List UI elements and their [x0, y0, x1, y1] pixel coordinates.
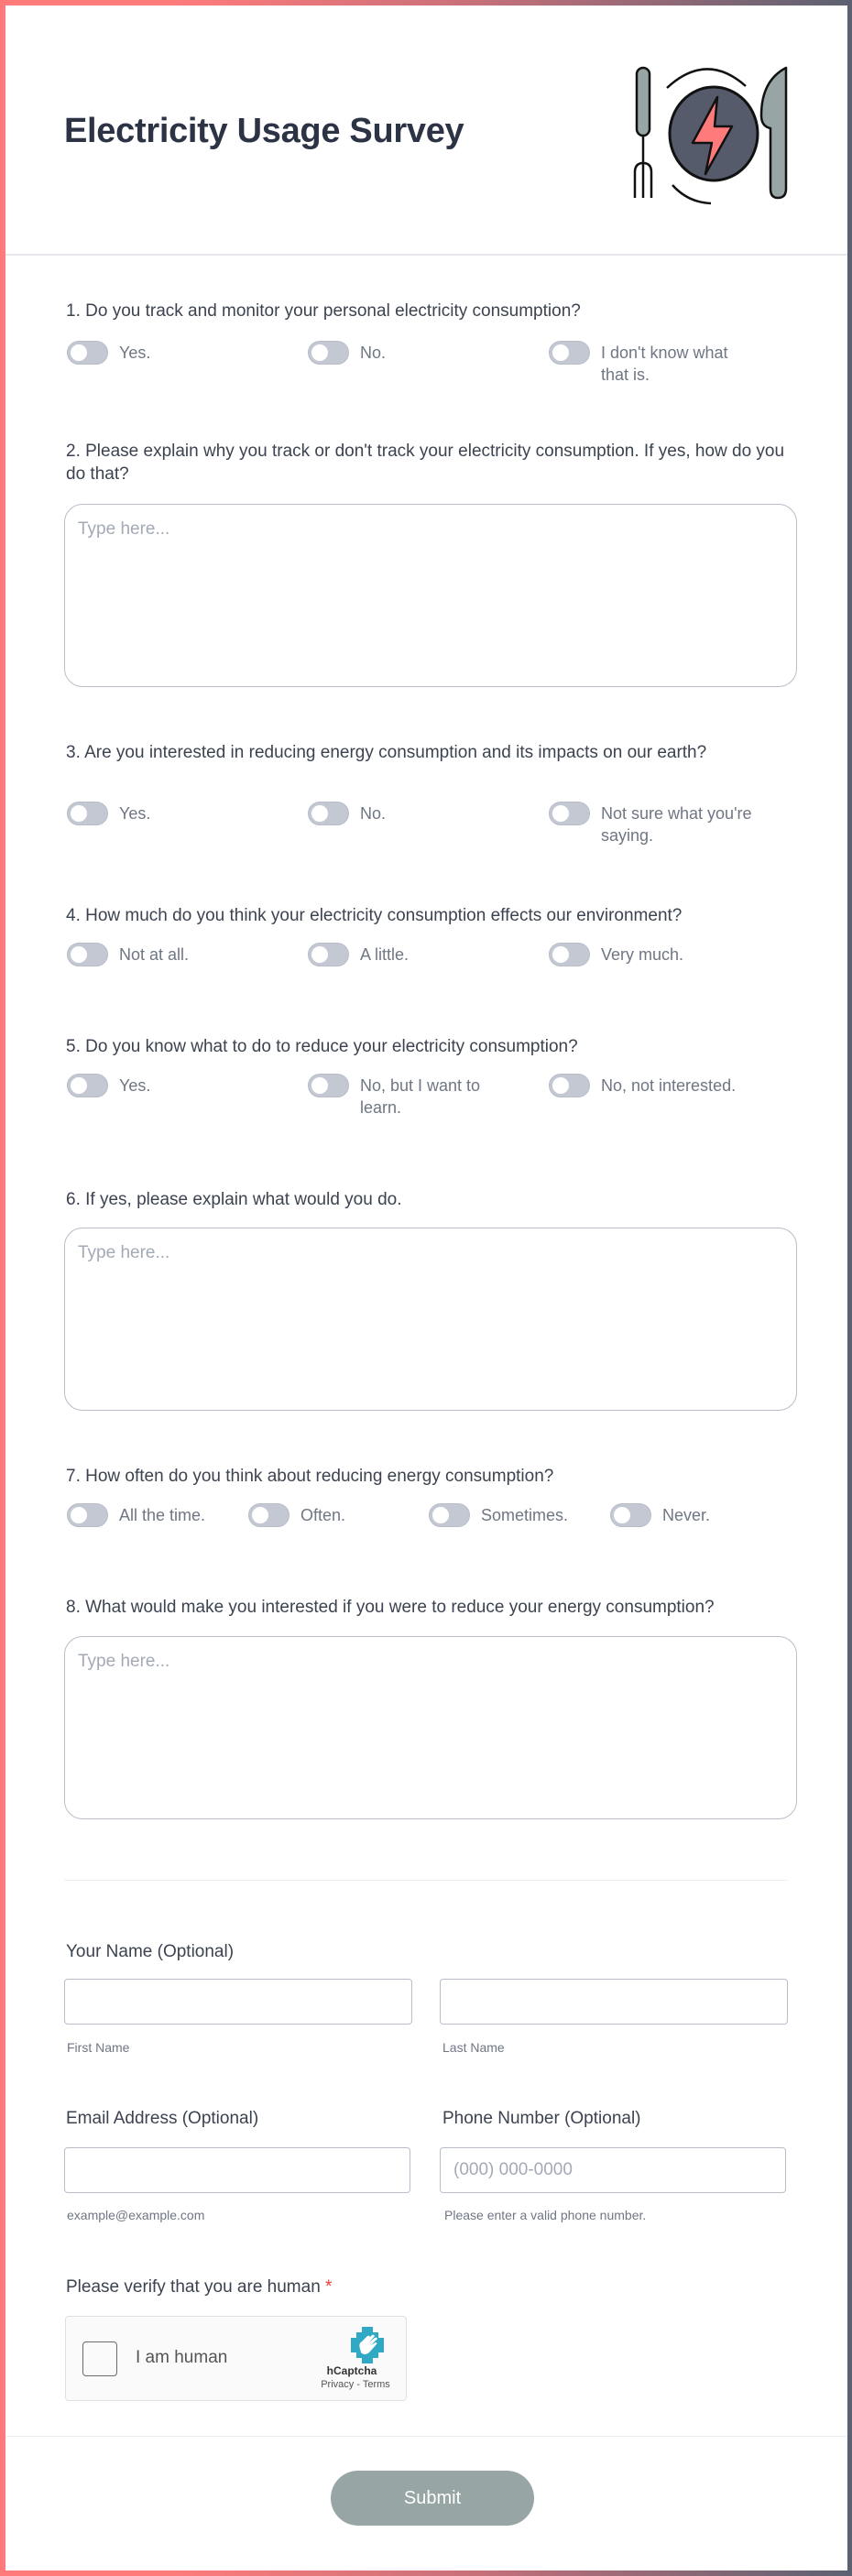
toggle-switch[interactable] — [67, 943, 108, 966]
form-card — [5, 5, 847, 2571]
toggle-switch[interactable] — [308, 341, 349, 365]
question-6-textarea[interactable] — [64, 1228, 797, 1411]
last-name-input[interactable] — [440, 1979, 788, 2025]
captcha-label: Please verify that you are human * — [66, 2277, 333, 2297]
q1-option-yes[interactable]: Yes. — [67, 341, 275, 365]
toggle-switch[interactable] — [67, 341, 108, 365]
q1-option-no[interactable]: No. — [308, 341, 516, 365]
toggle-switch[interactable] — [549, 802, 590, 825]
question-7-label: 7. How often do you think about reducing energy consumption? — [66, 1467, 554, 1486]
toggle-switch[interactable] — [308, 1074, 349, 1097]
email-label: Email Address (Optional) — [66, 2109, 259, 2128]
q4-option-very-much[interactable]: Very much. — [549, 943, 757, 966]
toggle-switch[interactable] — [67, 1074, 108, 1097]
q7-option-never[interactable]: Never. — [610, 1503, 781, 1527]
section-divider — [64, 1880, 788, 1881]
toggle-switch[interactable] — [67, 1503, 108, 1527]
email-sublabel: example@example.com — [67, 2208, 205, 2222]
q7-option-all-the-time[interactable]: All the time. — [67, 1503, 238, 1527]
question-1-label: 1. Do you track and monitor your personal electricity consumption? — [66, 301, 581, 321]
plate-lightning-cutlery-icon — [628, 60, 793, 207]
question-2-label: 2. Please explain why you track or don't track your electricity consumption. If yes, how do you do that? — [66, 442, 785, 484]
phone-input[interactable] — [440, 2147, 786, 2193]
hcaptcha-widget — [65, 2316, 407, 2401]
q7-option-sometimes[interactable]: Sometimes. — [429, 1503, 600, 1527]
phone-label: Phone Number (Optional) — [442, 2109, 641, 2128]
question-8-textarea[interactable] — [64, 1636, 797, 1819]
q3-option-yes[interactable]: Yes. — [67, 802, 275, 825]
q5-option-no-want-learn[interactable]: No, but I want to learn. — [308, 1074, 516, 1119]
question-4-label: 4. How much do you think your electricity consumption effects our environment? — [66, 906, 683, 925]
toggle-switch[interactable] — [308, 802, 349, 825]
toggle-switch[interactable] — [248, 1503, 289, 1527]
captcha-checkbox-label: I am human — [136, 2348, 228, 2367]
hcaptcha-logo-icon — [347, 2325, 388, 2365]
hcaptcha-brand: hCaptcha — [326, 2364, 377, 2377]
phone-sublabel: Please enter a valid phone number. — [444, 2208, 647, 2222]
toggle-switch[interactable] — [429, 1503, 470, 1527]
page-title: Electricity Usage Survey — [64, 112, 464, 150]
last-name-sublabel: Last Name — [442, 2040, 505, 2055]
question-6-label: 6. If yes, please explain what would you do. — [66, 1190, 402, 1209]
toggle-switch[interactable] — [549, 341, 590, 365]
header-divider — [5, 254, 847, 256]
q3-option-no[interactable]: No. — [308, 802, 516, 825]
name-label: Your Name (Optional) — [66, 1942, 235, 1961]
first-name-input[interactable] — [64, 1979, 412, 2025]
captcha-privacy-terms-links[interactable]: Privacy - Terms — [321, 2379, 390, 2390]
q4-option-not-at-all[interactable]: Not at all. — [67, 943, 275, 966]
footer-divider — [5, 2436, 847, 2437]
q7-option-often[interactable]: Often. — [248, 1503, 420, 1527]
question-5-label: 5. Do you know what to do to reduce your electricity consumption? — [66, 1037, 578, 1056]
toggle-switch[interactable] — [67, 802, 108, 825]
q5-option-yes[interactable]: Yes. — [67, 1074, 275, 1097]
question-2-textarea[interactable] — [64, 504, 797, 687]
q1-option-dont-know[interactable]: I don't know what that is. — [549, 341, 757, 386]
q5-option-not-interested[interactable]: No, not interested. — [549, 1074, 757, 1097]
toggle-switch[interactable] — [549, 943, 590, 966]
required-asterisk: * — [325, 2277, 333, 2297]
question-3-label: 3. Are you interested in reducing energy consumption and its impacts on our earth? — [66, 743, 707, 762]
submit-button[interactable]: Submit — [331, 2471, 534, 2526]
toggle-switch[interactable] — [549, 1074, 590, 1097]
toggle-switch[interactable] — [308, 943, 349, 966]
q3-option-not-sure[interactable]: Not sure what you're saying. — [549, 802, 757, 846]
q4-option-a-little[interactable]: A little. — [308, 943, 516, 966]
first-name-sublabel: First Name — [67, 2040, 130, 2055]
toggle-switch[interactable] — [610, 1503, 651, 1527]
email-input[interactable] — [64, 2147, 410, 2193]
question-8-label: 8. What would make you interested if you were to reduce your energy consumption? — [66, 1598, 715, 1617]
